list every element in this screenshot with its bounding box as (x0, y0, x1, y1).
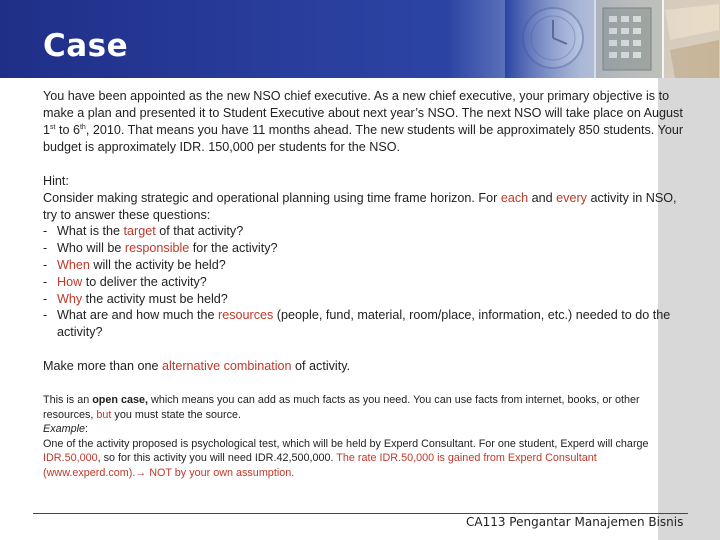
open-case-text: This is an open case, which means you can add as much facts as you need. You can use facts from internet, books, or other resources, but you must state the source. (43, 393, 640, 421)
hint-intro: Consider making strategic and operational planning using time frame horizon. For each and every activity in NSO, try to answer these questions: (43, 190, 677, 222)
footer-divider (33, 513, 688, 514)
question-resources: - What are and how much the resources (people, fund, material, room/place, information, etc.) needed to do the activity? (43, 308, 671, 340)
hint-label: Hint: (43, 174, 69, 188)
question-responsible: - Who will be responsible for the activity? (43, 241, 278, 256)
alternative-instruction: Make more than one alternative combination of activity. (43, 358, 351, 373)
hint-section (43, 173, 691, 341)
slide-body (43, 88, 691, 481)
question-why: - Why the activity must be held? (43, 291, 228, 306)
example-label: Example: (43, 423, 89, 436)
arrow-icon: → (135, 466, 147, 479)
footer-course-label: CA113 Pengantar Manajemen Bisnis (466, 515, 684, 529)
open-case-note (43, 393, 691, 481)
question-when: - When will the activity be held? (43, 257, 226, 272)
example-text: One of the activity proposed is psychological test, which will be held by Experd Consultant. For one student, Experd will charge IDR.50,000, so for this activity you will need IDR.42,500,000. The rate IDR.50,000 is gained from Experd Consultant (www.experd.com).→ NOT by your own assumption. (43, 437, 649, 479)
slide-title: Case (43, 28, 129, 64)
clock-photo (505, 0, 720, 78)
question-how: - How to deliver the activity? (43, 274, 207, 289)
question-target: - What is the target of that activity? (43, 224, 244, 239)
slide-header (0, 0, 720, 78)
case-description: You have been appointed as the new NSO chief executive. As a new chief executive, your primary objective is to make a plan and presented it to Student Executive about next year’s NSO. The next NSO will take place on August 1st to 6th, 2010. That means you have 11 months ahead. The new students will be approximately 850 students. Your budget is approximately IDR. 150,000 per students for the NSO. (43, 89, 684, 154)
header-photo-collage (505, 0, 720, 78)
